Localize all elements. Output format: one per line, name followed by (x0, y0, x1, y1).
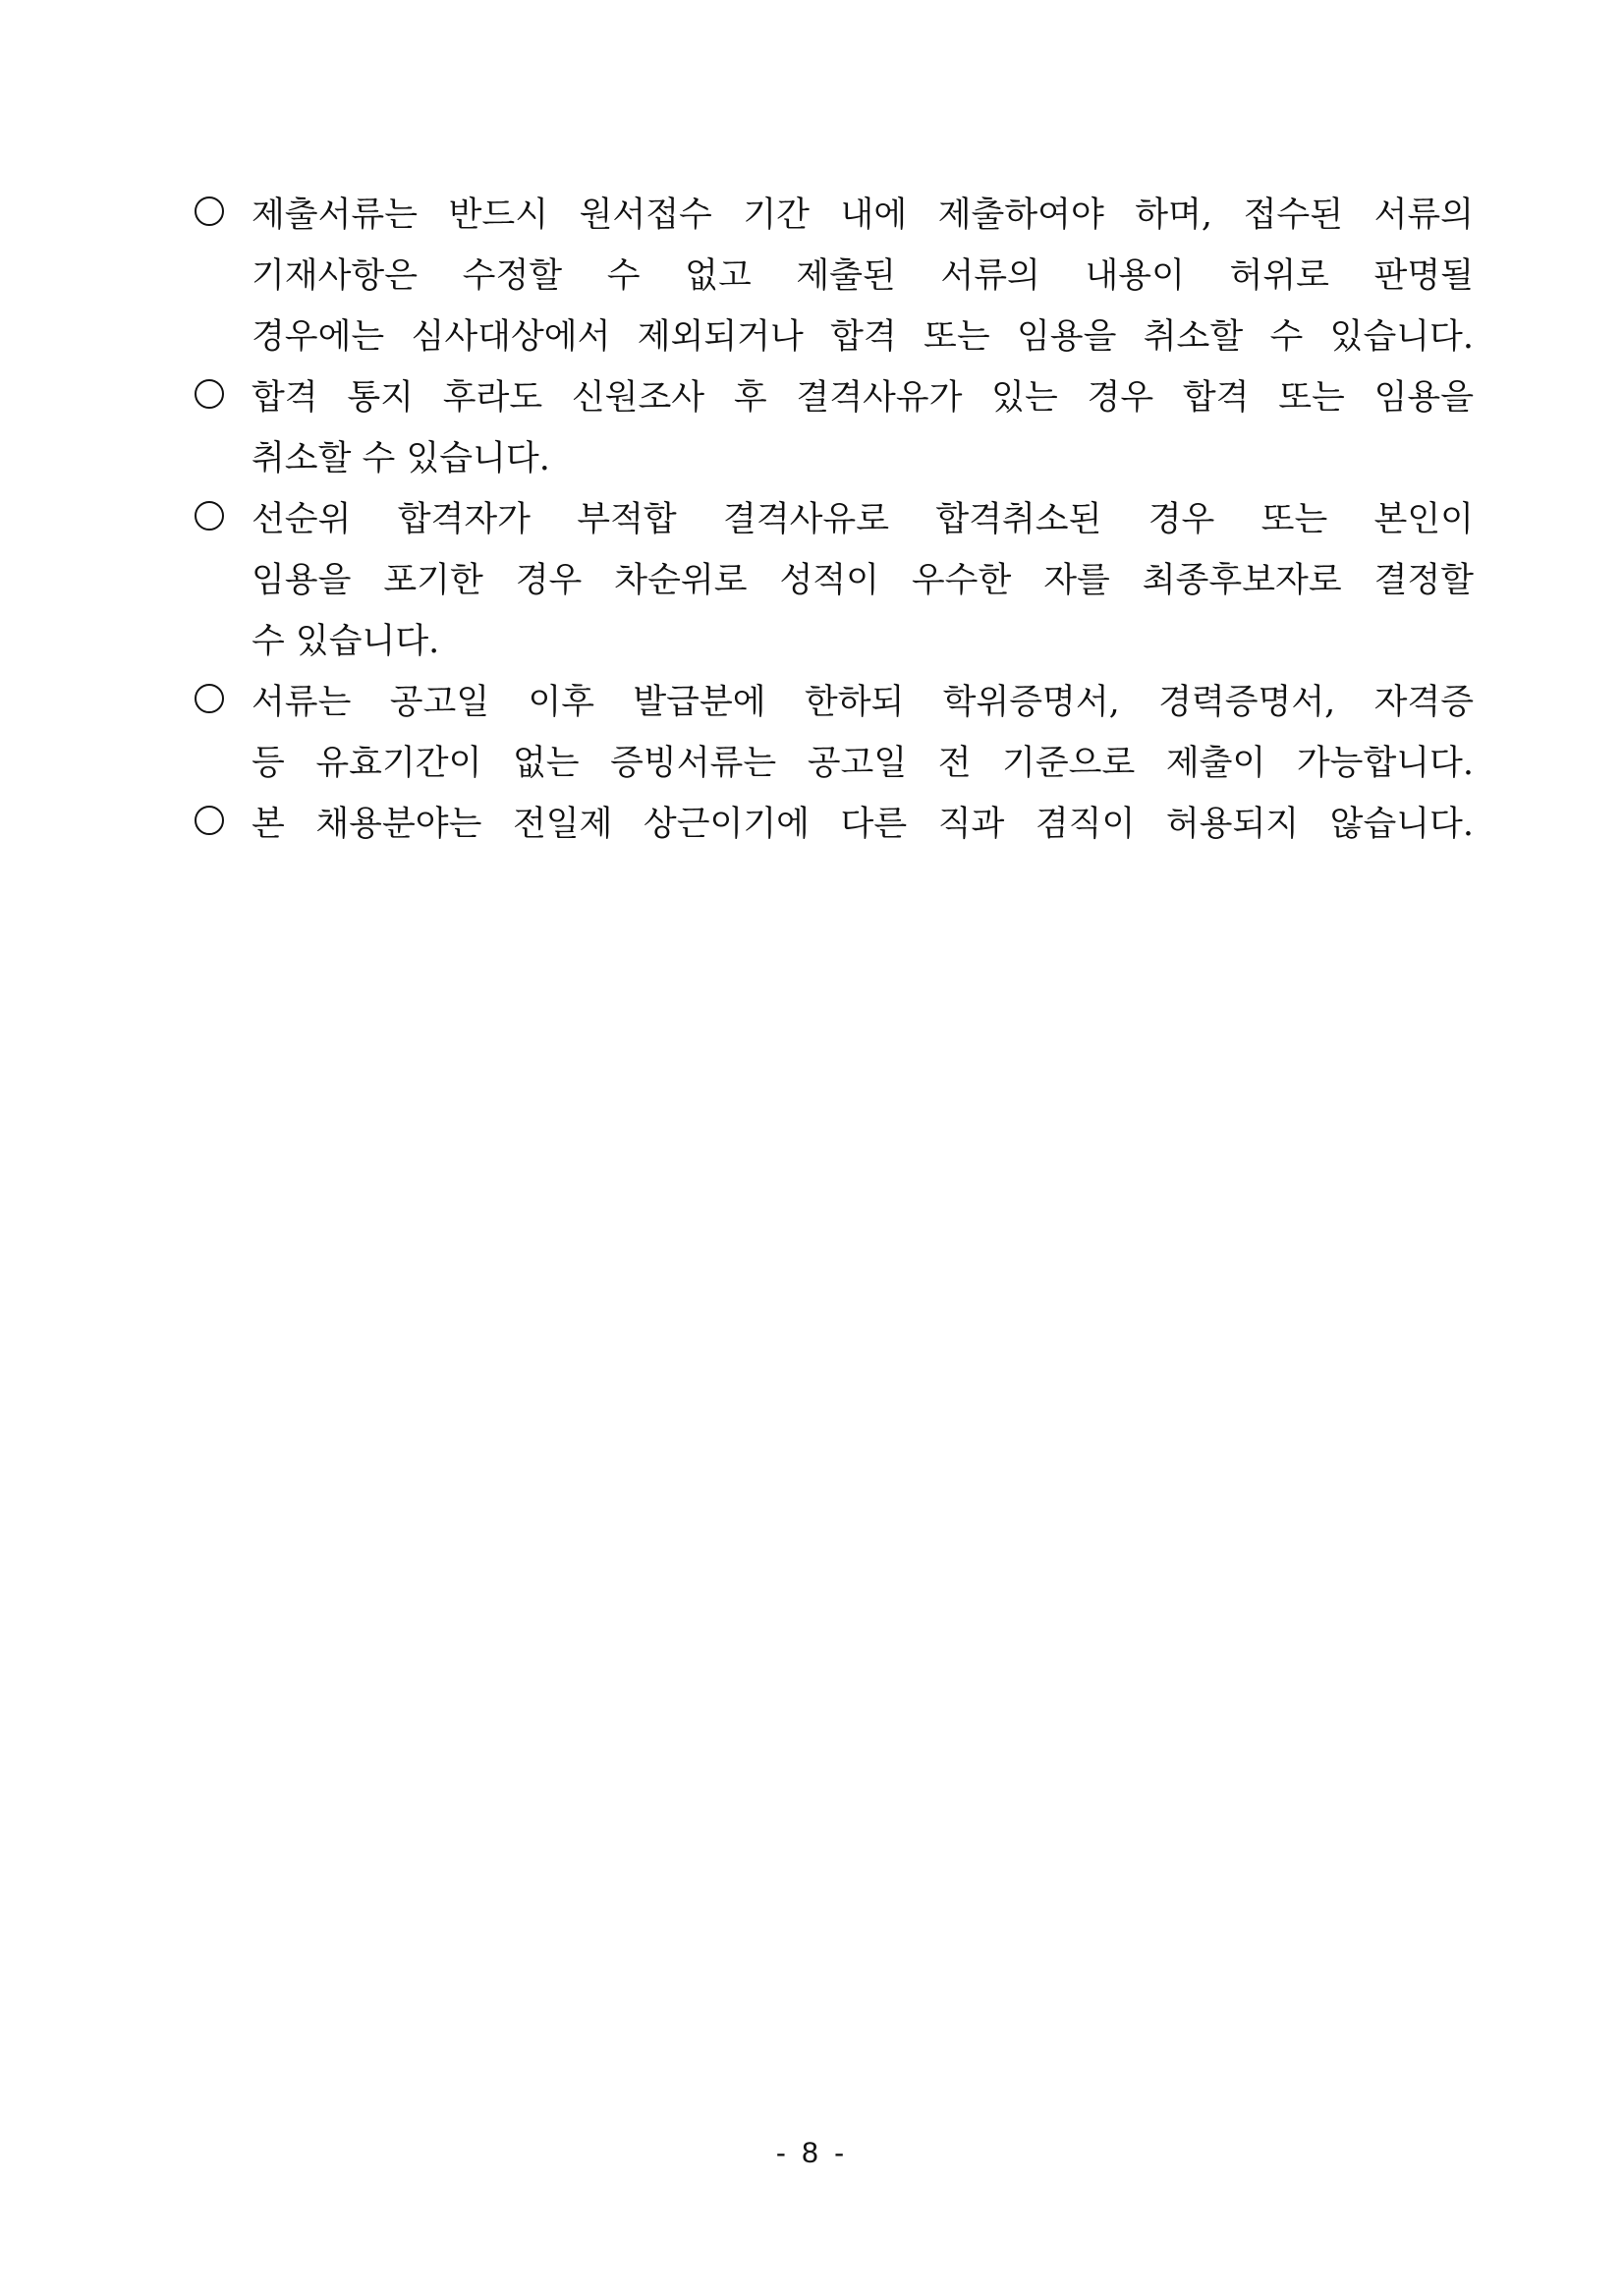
item-line: 취소할 수 있습니다. (252, 439, 550, 478)
list-item (195, 185, 1474, 367)
page-number: - 8 - (775, 2137, 849, 2169)
list-item (195, 794, 1474, 855)
circle-bullet-icon (195, 501, 224, 531)
item-line: 본 채용분야는 전일제 상근이기에 다른 직과 겸직이 허용되지 않습니다. (252, 805, 1474, 844)
circle-bullet-icon (195, 379, 224, 409)
circle-bullet-icon (195, 806, 224, 835)
item-line: 선순위 합격자가 부적합 결격사유로 합격취소된 경우 또는 본인이 (252, 500, 1474, 539)
circle-bullet-icon (195, 196, 224, 226)
item-line: 경우에는 심사대상에서 제외되거나 합격 또는 임용을 취소할 수 있습니다. (252, 317, 1474, 357)
document-body (195, 185, 1474, 855)
item-line: 임용을 포기한 경우 차순위로 성적이 우수한 자를 최종후보자로 결정할 (252, 561, 1474, 600)
item-line: 서류는 공고일 이후 발급분에 한하되 학위증명서, 경력증명서, 자격증 (252, 683, 1474, 722)
circle-bullet-icon (195, 684, 224, 713)
item-line: 등 유효기간이 없는 증빙서류는 공고일 전 기준으로 제출이 가능합니다. (252, 744, 1474, 783)
list-item (195, 672, 1474, 794)
item-line: 합격 통지 후라도 신원조사 후 결격사유가 있는 경우 합격 또는 임용을 (252, 378, 1474, 418)
item-line: 수 있습니다. (252, 622, 440, 661)
list-item (195, 489, 1474, 672)
item-line: 기재사항은 수정할 수 없고 제출된 서류의 내용이 허위로 판명될 (252, 256, 1474, 296)
item-line: 제출서류는 반드시 원서접수 기간 내에 제출하여야 하며, 접수된 서류의 (252, 196, 1474, 235)
list-item (195, 367, 1474, 489)
